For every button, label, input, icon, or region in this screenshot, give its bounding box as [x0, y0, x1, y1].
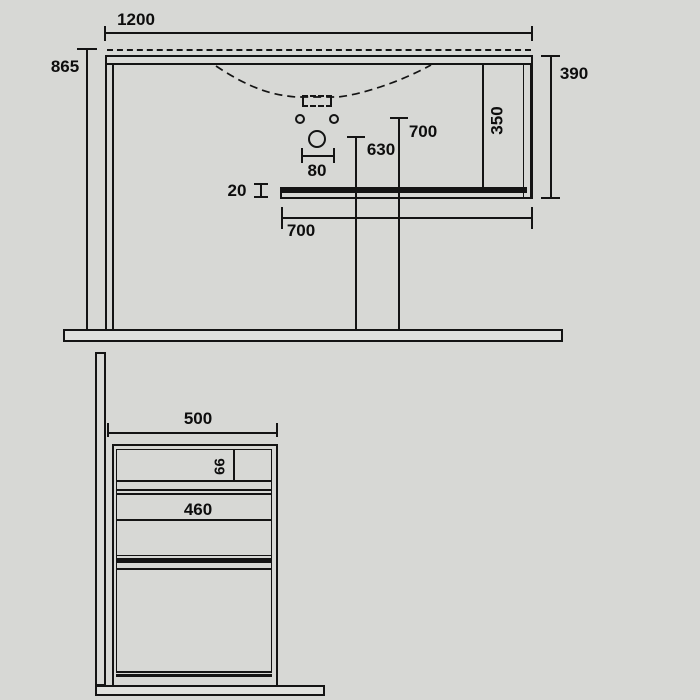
dim-700h-label: 700 — [408, 122, 438, 141]
panel-bottom-thick — [116, 674, 272, 677]
dim-700w-label: 700 — [286, 221, 316, 240]
band-top-line — [116, 555, 272, 556]
shelf-line — [116, 519, 272, 521]
dim-865-label: 865 — [50, 57, 80, 76]
dim-390-label: 390 — [559, 64, 589, 83]
floor-line — [63, 329, 563, 342]
panel-bottom-thin — [116, 671, 272, 673]
dim-700w-tick-right — [531, 207, 533, 229]
rail-section-band — [116, 558, 272, 563]
tap-hole-left — [295, 114, 305, 124]
dim-630-label: 630 — [366, 140, 396, 159]
dim-350-label: 350 — [487, 106, 507, 135]
cabinet-top-edge — [112, 444, 278, 446]
dim-80-label: 80 — [307, 161, 327, 180]
dim-1200-label: 1200 — [117, 10, 155, 29]
cabinet-left-edge — [112, 444, 114, 685]
gap-line-lower — [116, 493, 272, 495]
cabinet-top-inner — [116, 449, 272, 450]
shelf-left-cap — [280, 187, 282, 199]
leg-side — [95, 352, 106, 686]
drawer1-divider — [233, 450, 235, 481]
dim-80-line — [302, 155, 334, 157]
band-bottom-line — [116, 568, 272, 570]
dim-700h-line — [398, 118, 400, 329]
dim-630-tick — [347, 136, 365, 138]
gap-line-upper — [116, 489, 272, 491]
base-plate — [95, 685, 325, 696]
dim-630-line — [355, 137, 357, 329]
dim-20-label: 20 — [227, 181, 247, 200]
drain-hidden-box — [302, 95, 332, 107]
dim-500-label: 500 — [183, 409, 213, 428]
dim-460-label: 460 — [183, 500, 213, 519]
dim-390-tick-bottom — [541, 197, 560, 199]
dim-66-label: 66 — [211, 458, 229, 475]
dim-700h-tick — [390, 117, 408, 119]
dim-500-tick-left — [107, 423, 109, 437]
shelf-rail — [280, 187, 527, 193]
dim-700w-line — [282, 217, 533, 219]
drawer1-bottom-line — [116, 480, 272, 482]
tap-hole-right — [329, 114, 339, 124]
dim-390-tick-top — [541, 55, 560, 57]
dim-500-tick-right — [276, 423, 278, 437]
faucet-hole — [308, 130, 326, 148]
shelf-bottom-line — [280, 197, 533, 199]
dim-500-line — [107, 432, 278, 434]
cabinet-right-edge — [276, 444, 278, 685]
